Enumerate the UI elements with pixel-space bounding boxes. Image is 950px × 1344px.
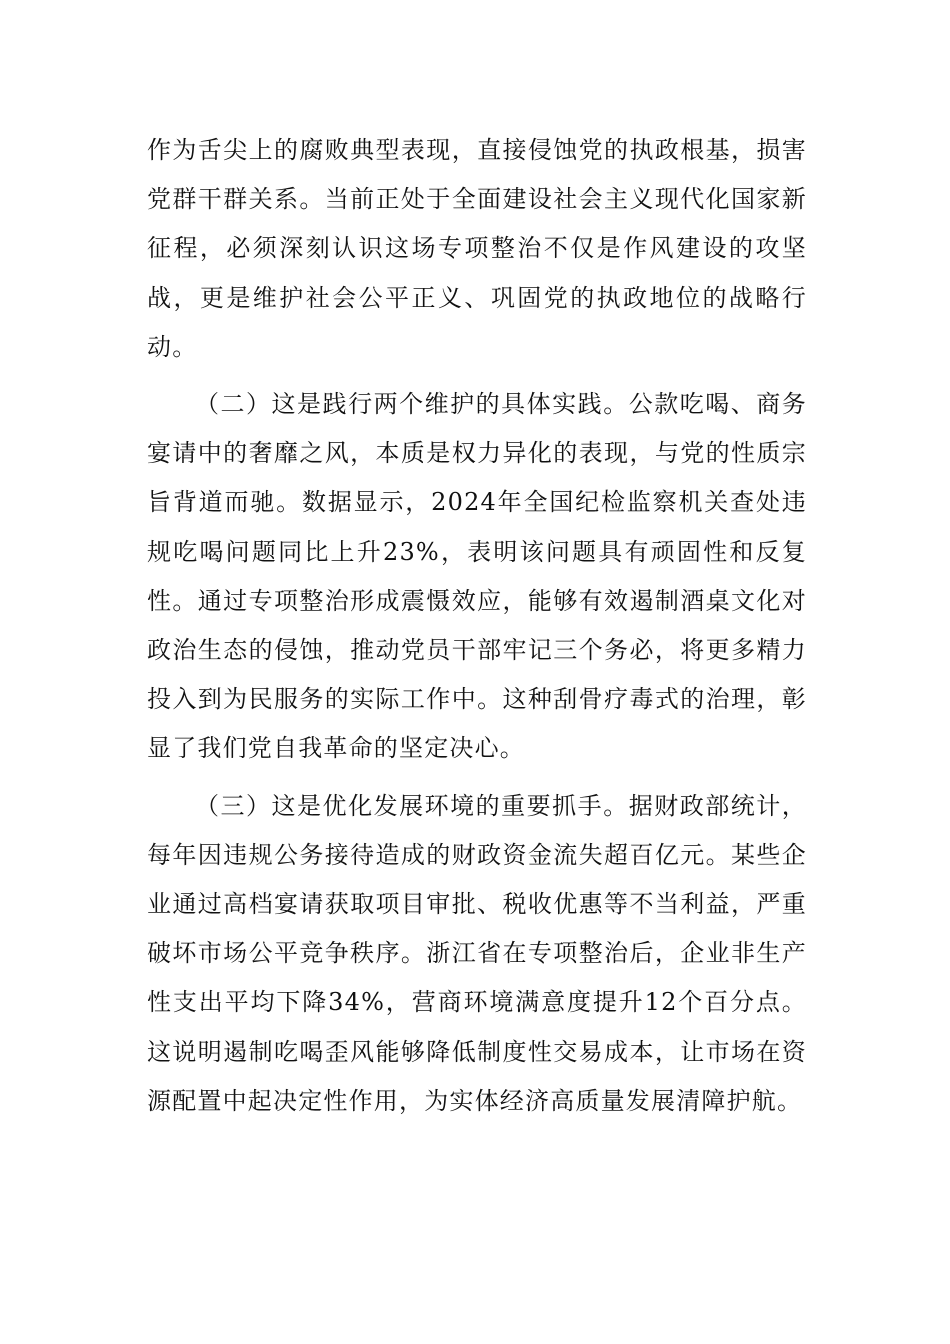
paragraph-section-two: （二）这是践行两个维护的具体实践。公款吃喝、商务宴请中的奢靡之风，本质是权力异化的表现，与党的性质宗旨背道而驰。数据显示，2024年全国纪检监察机关查处违规吃喝问题同比上升23%，表明该问题具有顽固性和反复性。通过专项整治形成震慑效应，能够有效遏制酒桌文化对政治生态的侵蚀，推动党员干部牢记三个务必，将更多精力投入到为民服务的实际工作中。这种刮骨疗毒式的治理，彰显了我们党自我革命的坚定决心。 <box>147 390 807 763</box>
paragraph-continuation: 作为舌尖上的腐败典型表现，直接侵蚀党的执政根基，损害党群干群关系。当前正处于全面建设社会主义现代化国家新征程，必须深刻认识这场专项整治不仅是作风建设的攻坚战，更是维护社会公平正义、巩固党的执政地位的战略行动。 <box>147 136 807 361</box>
paragraph-section-three: （三）这是优化发展环境的重要抓手。据财政部统计，每年因违规公务接待造成的财政资金流失超百亿元。某些企业通过高档宴请获取项目审批、税收优惠等不当利益，严重破坏市场公平竞争秩序。浙江省在专项整治后，企业非生产性支出平均下降34%，营商环境满意度提升12个百分点。这说明遏制吃喝歪风能够降低制度性交易成本，让市场在资源配置中起决定性作用，为实体经济高质量发展清障护航。 <box>147 791 807 1115</box>
document-body <box>147 126 807 1126</box>
